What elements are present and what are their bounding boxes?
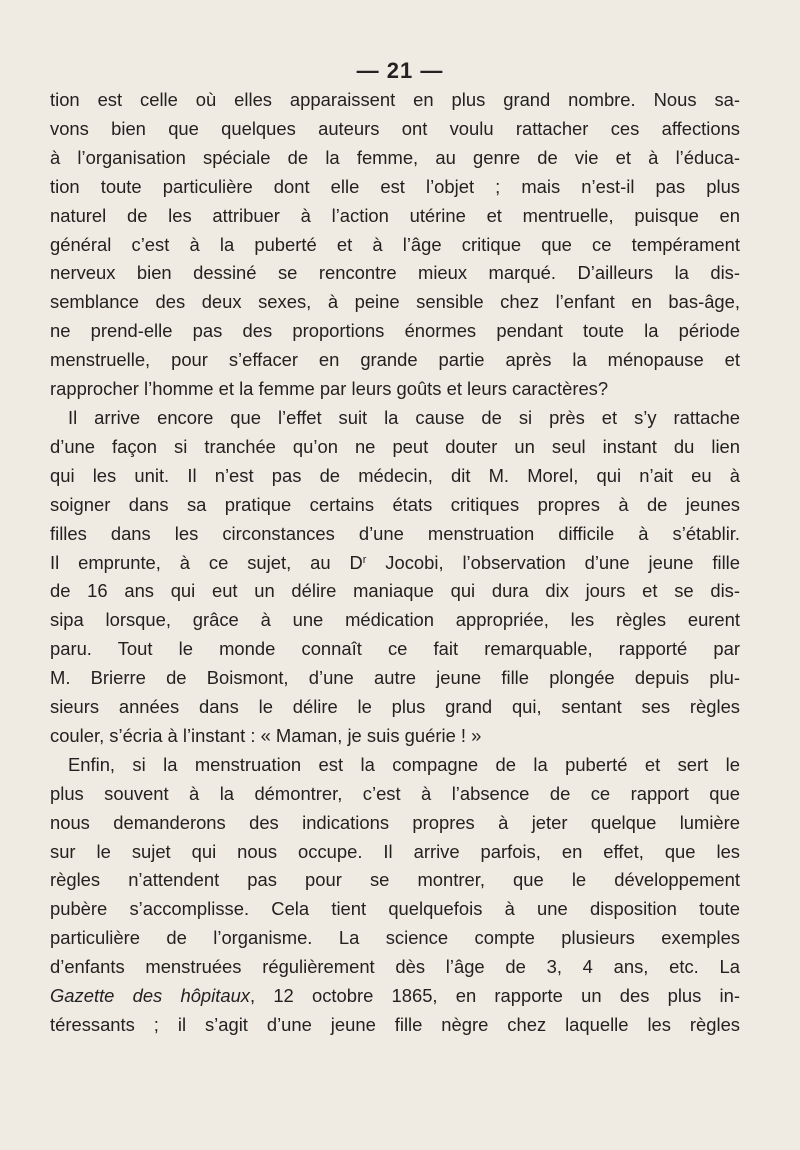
text-line: sipa lorsque, grâce à une médication appropriée, les règles eurent (50, 609, 740, 631)
text-line: paru. Tout le monde connaît ce fait remarquable, rapporté par (50, 638, 740, 660)
text-line (50, 982, 740, 1011)
text-line: d’une façon si tranchée qu’on ne peut douter un seul instant du lien (50, 435, 740, 457)
body-text (50, 86, 740, 1040)
text-line: rapprocher l’homme et la femme par leurs goûts et leurs caractères? (50, 378, 609, 400)
text-line: général c’est à la puberté et à l’âge critique que ce tempérament (50, 233, 740, 255)
text-line: plus souvent à la démontrer, c’est à l’absence de ce rapport que (50, 782, 740, 804)
paragraph-start-line: Il arrive encore que l’effet suit la cause de si près et s’y rattache (68, 406, 740, 428)
text-line: sur le sujet qui nous occupe. Il arrive parfois, en effet, que les (50, 840, 740, 862)
text-line: pubère s’accomplisse. Cela tient quelquefois à une disposition toute (50, 898, 740, 920)
text-line: sieurs années dans le délire le plus grand qui, sentant ses règles (50, 696, 740, 718)
text-line: ne prend-elle pas des proportions énormes pendant toute la période (50, 320, 740, 342)
text-line: d’enfants menstruées régulièrement dès l’âge de 3, 4 ans, etc. La (50, 956, 740, 978)
text-line: règles n’attendent pas pour se montrer, que le développement (50, 869, 740, 891)
text-line: de 16 ans qui eut un délire maniaque qui dura dix jours et se dis- (50, 580, 740, 602)
text-line: particulière de l’organisme. La science compte plusieurs exemples (50, 927, 740, 949)
text-line: M. Brierre de Boismont, d’une autre jeune fille plongée depuis plu- (50, 667, 740, 689)
paragraph-start-line: Enfin, si la menstruation est la compagne de la puberté et sert le (68, 753, 740, 775)
superscript: r (362, 553, 367, 566)
text-line: semblance des deux sexes, à peine sensible chez l’enfant en bas-âge, (50, 291, 740, 313)
text-line: tion toute particulière dont elle est l’objet ; mais n’est-il pas plus (50, 175, 740, 197)
text-segment: Jocobi, l’observation d’une jeune fille (366, 551, 740, 573)
text-line: soigner dans sa pratique certains états critiques propres à de jeunes (50, 493, 740, 515)
text-line: couler, s’écria à l’instant : « Maman, je suis guérie ! » (50, 724, 482, 746)
text-line: filles dans les circonstances d’une menstruation difficile à s’établir. (50, 522, 740, 544)
text-line (50, 549, 740, 578)
text-segment: , 12 octobre 1865, en rapporte un des plus in- (250, 985, 740, 1007)
text-line: naturel de les attribuer à l’action utérine et mentruelle, puisque en (50, 204, 740, 226)
text-line: qui les unit. Il n’est pas de médecin, dit M. Morel, qui n’ait eu à (50, 464, 740, 486)
text-line: téressants ; il s’agit d’une jeune fille nègre chez laquelle les règles (50, 1014, 740, 1035)
text-line: menstruelle, pour s’effacer en grande partie après la ménopause et (50, 349, 740, 371)
text-line: nerveux bien dessiné se rencontre mieux marqué. D’ailleurs la dis- (50, 262, 740, 284)
text-line: nous demanderons des indications propres à jeter quelque lumière (50, 811, 740, 833)
italic-title: Gazette des hôpitaux (50, 985, 250, 1007)
text-segment: Il emprunte, à ce sujet, au D (50, 551, 363, 573)
text-line: à l’organisation spéciale de la femme, au genre de vie et à l’éduca- (50, 146, 740, 168)
page-number: — 21 — (356, 58, 444, 83)
text-line: vons bien que quelques auteurs ont voulu rattacher ces affections (50, 117, 740, 139)
text-line: tion est celle où elles apparaissent en plus grand nombre. Nous sa- (50, 89, 740, 110)
